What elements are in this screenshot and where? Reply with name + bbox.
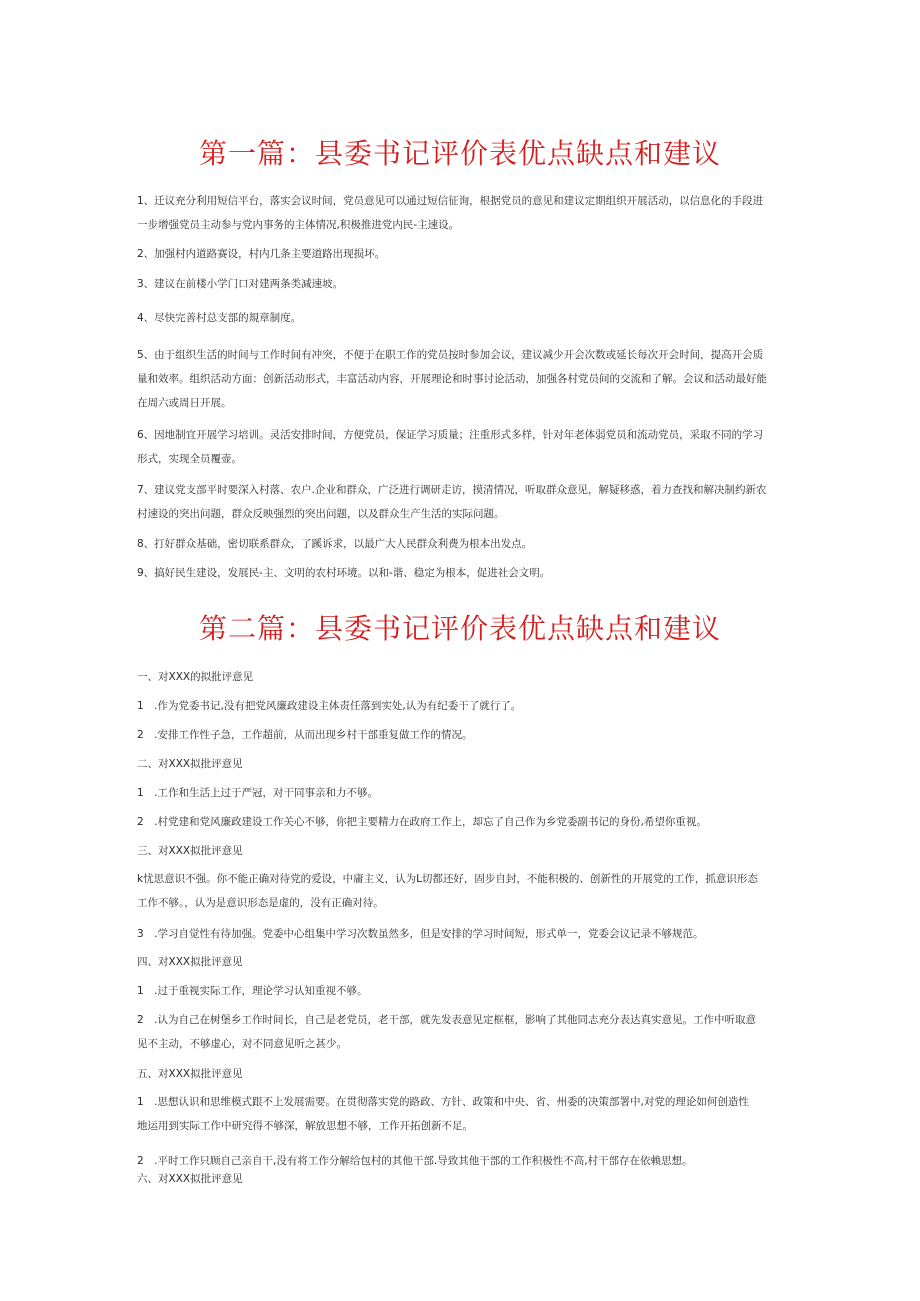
item-line: 5、由于组织生活的时间与工作时间有冲突，不便于在职工作的党员按时参加会议，建议减少开会次数或延长每次开会时间，提高开会质 <box>137 349 764 361</box>
item-line: 1、迁议充分利用短信平台，落实会议时间，党员意见可以通过短信征询，根据党员的意见和建议定期组织开展活动，以信息化的手段进 <box>137 195 764 207</box>
section2-line: 2 .村党建和党风廉政建设工作关心不够，你把主要精力在政府工作上，却忘了自己作为乡党委副书记的身份,希望你重视。 <box>137 816 707 828</box>
item-line: 9、搞好民生建设，发展民-主、文明的农村环境。以和-谐、稳定为根本，促进社会文明。 <box>137 567 551 579</box>
section1-item-4 <box>137 306 787 330</box>
section2-line: 一、对XXX的拟批评意见 <box>137 671 254 683</box>
section2-line: k忧思意识不强。你不能正确对待党的爱设，中庸主义，认为L切都还好，固步自封，不能积极的、创新性的开展党的工作，抓意识形态 <box>137 873 758 885</box>
item-line: 在周六或周日开展。 <box>137 397 232 409</box>
section2-line: 3 .学习自觉性有待加强。党委中心组集中学习次数虽然多，但是安排的学习时间短，形式单一，党委会议记录不够规范。 <box>137 928 704 940</box>
section1-item-3 <box>137 272 787 296</box>
item-line: 村速设的突出问题，群众反映强烈的突出问题，以及群众生产生活的实际问题。 <box>137 508 505 520</box>
section2-line: 1 .思想认识和思维模式跟不上发展需要。在贯彻落实党的路政、方针、政策和中央、省、州委的决策部署中,对党的理论如何创造性 <box>137 1096 749 1108</box>
section1-item-6 <box>137 423 787 471</box>
item-line: 7、建议党支部平时要深入村落、农户.企业和群众，广泛进行调研走访，摸清情况，听取群众意见，解疑移惑，着力查找和解决制约新农 <box>137 484 767 496</box>
item-line: 量和效率。组织活动方面：创新活动形式，丰富活动内容，开展理论和时事讨论活动，加强各村党员间的交流和了解。会议和活动最好能 <box>137 373 767 385</box>
item-line: 2、加强村内道路赛设，村内几条主要道路出现损坏。 <box>137 248 386 260</box>
item-line: 一步增强党员主动参与党内事务的主体情况,积极推进党内民-主速设。 <box>137 219 460 231</box>
section1-item-1 <box>137 189 787 237</box>
section2-line: 四、对XXX拟批评意见 <box>137 956 243 968</box>
section2-line: 见不主动，不够虚心，对不同意见听之甚少。 <box>137 1038 347 1050</box>
section1-item-5 <box>137 343 787 415</box>
item-line: 8、打好群众基础，密切联系群众，了蹊诉求，以最广大人民群众利费为根本出发点。 <box>137 538 533 550</box>
section2-line: 三、对XXX拟批评意见 <box>137 845 243 857</box>
section1-item-8 <box>137 532 787 556</box>
item-line: 6、因地制宜开展学习培训。灵活安排时间，方便党员，保证学习质量；注重形式多样，针对年老体弱党员和流动党员，采取不同的学习 <box>137 429 764 441</box>
section2-line: 五、对XXX拟批评意见 <box>137 1068 243 1080</box>
section1-item-2 <box>137 242 787 266</box>
item-line: 4、尽快完善村总支部的規章制度。 <box>137 312 302 324</box>
section2-line: 2 .平时工作只顾自己亲自干,没有将工作分解给包村的其他干部.导致其他干部的工作积极性不高,村干部存在依赖思想。 <box>137 1155 693 1167</box>
item-line: 形式，实现全员覆壶。 <box>137 453 242 465</box>
section1-item-7 <box>137 478 787 526</box>
section2-line: 六、对XXX拟批评意见 <box>137 1173 243 1185</box>
section1-item-9 <box>137 561 787 585</box>
section2-line: 二、对XXX拟批评意见 <box>137 758 243 770</box>
section2-line: 工作不够。，认为是意识形态是虚的，没有正确对待。 <box>137 897 384 909</box>
section2-line: 2 .安排工作性子急，工作超前，从而出现乡村干部重复做工作的情况。 <box>137 729 473 741</box>
item-line: 3、建议在前楼小学门口对建两条类减速坡。 <box>137 278 344 290</box>
section2-line: 地运用到实际工作中研究得不够深，解放思想不够，工作开拓创新不足。 <box>137 1120 473 1132</box>
section2-line: 2 .认为自己在树堡乡工作时间长，自己是老党员，老干部，就先发表意见定框框，影响了其他同志充分表达真实意见。工作中听取意 <box>137 1014 757 1026</box>
section2-title: 第二篇：县委书记评价表优点缺点和建议 <box>198 612 721 645</box>
section2-line: 1 .作为党委书记,没有把党风廉政建设主体责任落到实处,认为有纪委干了就行了。 <box>137 700 522 712</box>
section2-line: 1 .工作和生活上过于严冠，对干同事亲和力不够。 <box>137 787 379 799</box>
section1-title: 第一篇：县委书记评价表优点缺点和建议 <box>198 137 721 170</box>
section2-line: 1 .过于重视实际工作，理论学习认知重视不够。 <box>137 985 368 997</box>
